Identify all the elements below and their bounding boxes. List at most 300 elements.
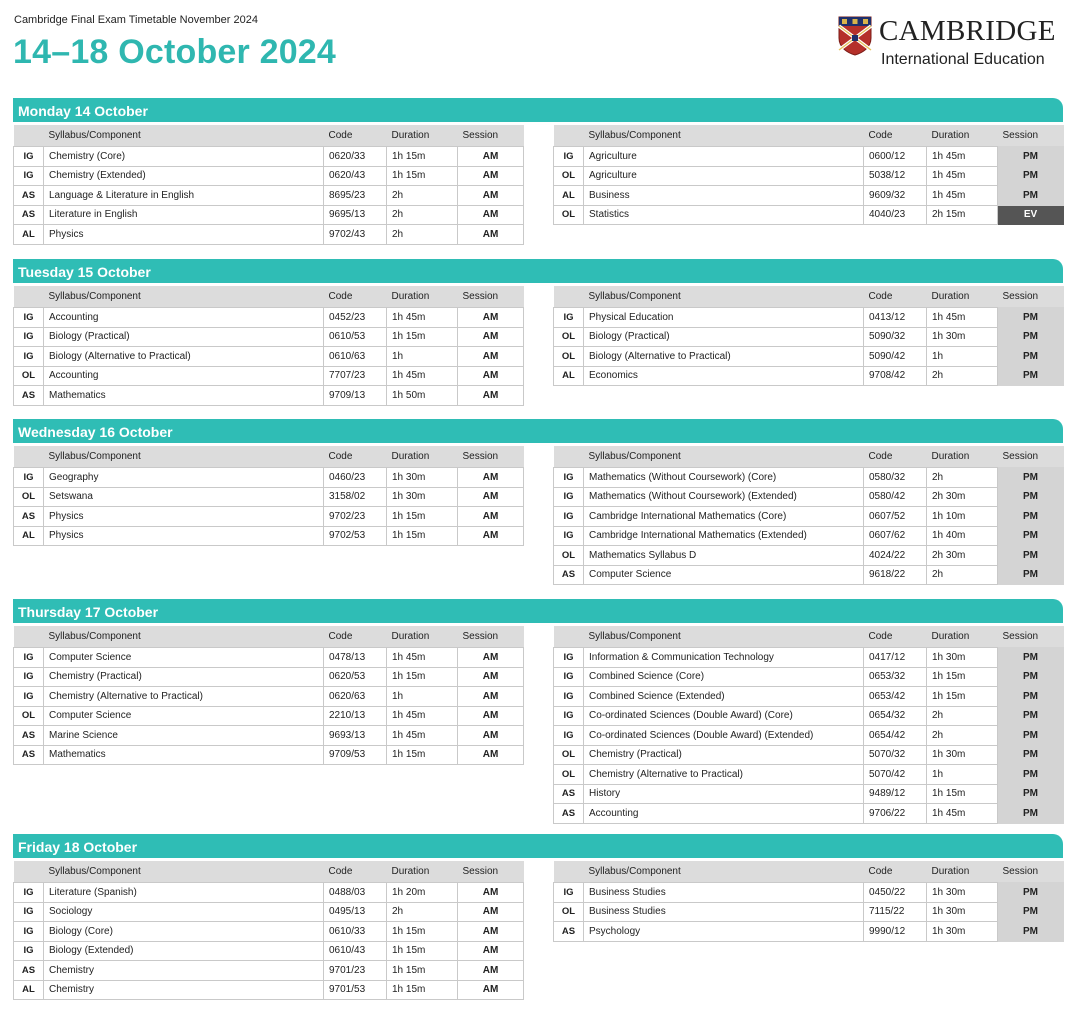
- duration-cell: 1h 15m: [927, 667, 998, 687]
- level-cell: AL: [14, 225, 44, 245]
- session-cell: AM: [458, 347, 524, 367]
- table-header-row: [554, 446, 1064, 468]
- session-cell: PM: [998, 487, 1064, 507]
- header-duration: Duration: [927, 286, 998, 308]
- code-cell: 0413/12: [864, 308, 927, 328]
- syllabus-cell: Physics: [44, 225, 324, 245]
- level-cell: AL: [14, 526, 44, 546]
- code-cell: 9702/53: [324, 526, 387, 546]
- level-cell: AS: [14, 386, 44, 406]
- header-duration: Duration: [387, 446, 458, 468]
- syllabus-cell: Mathematics: [44, 745, 324, 765]
- duration-cell: 1h 45m: [927, 147, 998, 167]
- day-heading: Thursday 17 October: [13, 599, 1063, 623]
- table-header-row: [14, 286, 524, 308]
- session-cell: AM: [458, 961, 524, 981]
- level-cell: IG: [14, 922, 44, 942]
- exam-table-am: [13, 446, 524, 546]
- header-code: Code: [864, 446, 927, 468]
- level-cell: IG: [554, 687, 584, 707]
- session-cell: AM: [458, 726, 524, 746]
- session-cell: AM: [458, 648, 524, 668]
- code-cell: 9693/13: [324, 726, 387, 746]
- header-duration: Duration: [927, 125, 998, 147]
- code-cell: 9709/53: [324, 745, 387, 765]
- session-cell: AM: [458, 941, 524, 961]
- session-cell: AM: [458, 147, 524, 167]
- duration-cell: 1h 30m: [927, 883, 998, 903]
- session-cell: PM: [998, 726, 1064, 746]
- code-cell: 0580/32: [864, 468, 927, 488]
- session-cell: PM: [998, 745, 1064, 765]
- header-syllabus: Syllabus/Component: [44, 286, 324, 308]
- session-cell: AM: [458, 507, 524, 527]
- table-row: [14, 902, 524, 922]
- syllabus-cell: Chemistry: [44, 980, 324, 1000]
- table-row: [554, 205, 1064, 225]
- session-cell: AM: [458, 487, 524, 507]
- session-cell: PM: [998, 902, 1064, 922]
- session-cell: PM: [998, 546, 1064, 566]
- duration-cell: 1h 15m: [927, 784, 998, 804]
- crest-icon: [838, 16, 872, 56]
- table-row: [554, 804, 1064, 824]
- header-syllabus: Syllabus/Component: [44, 861, 324, 883]
- duration-cell: 2h: [927, 366, 998, 386]
- header-code: Code: [864, 125, 927, 147]
- syllabus-cell: Cambridge International Mathematics (Extended): [584, 526, 864, 546]
- header-duration: Duration: [387, 861, 458, 883]
- duration-cell: 1h 15m: [387, 526, 458, 546]
- syllabus-cell: Accounting: [584, 804, 864, 824]
- session-cell: PM: [998, 526, 1064, 546]
- code-cell: 7115/22: [864, 902, 927, 922]
- duration-cell: 1h 30m: [927, 902, 998, 922]
- table-row: [554, 902, 1064, 922]
- level-cell: IG: [14, 147, 44, 167]
- session-cell: AM: [458, 745, 524, 765]
- level-cell: IG: [554, 526, 584, 546]
- code-cell: 0620/63: [324, 687, 387, 707]
- syllabus-cell: Chemistry (Extended): [44, 166, 324, 186]
- code-cell: 0620/33: [324, 147, 387, 167]
- logo-wordmark: CAMBRIDGE: [879, 15, 1056, 47]
- table-header-row: [14, 125, 524, 147]
- syllabus-cell: Agriculture: [584, 147, 864, 167]
- level-cell: OL: [14, 487, 44, 507]
- exam-table-pm: [553, 125, 1064, 225]
- code-cell: 4040/23: [864, 205, 927, 225]
- level-cell: OL: [554, 902, 584, 922]
- table-row: [554, 784, 1064, 804]
- level-cell: OL: [554, 745, 584, 765]
- syllabus-cell: Co-ordinated Sciences (Double Award) (Extended): [584, 726, 864, 746]
- table-row: [14, 386, 524, 406]
- duration-cell: 2h: [927, 706, 998, 726]
- code-cell: 3158/02: [324, 487, 387, 507]
- code-cell: 8695/23: [324, 186, 387, 206]
- table-row: [14, 327, 524, 347]
- level-cell: IG: [554, 487, 584, 507]
- code-cell: 0607/62: [864, 526, 927, 546]
- syllabus-cell: Biology (Core): [44, 922, 324, 942]
- code-cell: 9618/22: [864, 565, 927, 585]
- table-row: [554, 526, 1064, 546]
- duration-cell: 1h 15m: [387, 941, 458, 961]
- code-cell: 0620/53: [324, 667, 387, 687]
- code-cell: 0610/53: [324, 327, 387, 347]
- level-cell: IG: [14, 883, 44, 903]
- code-cell: 0620/43: [324, 166, 387, 186]
- duration-cell: 2h: [387, 205, 458, 225]
- duration-cell: 1h 45m: [387, 366, 458, 386]
- logo-subline: International Education: [881, 51, 1045, 68]
- syllabus-cell: Chemistry (Core): [44, 147, 324, 167]
- session-cell: PM: [998, 706, 1064, 726]
- level-cell: IG: [554, 468, 584, 488]
- session-cell: PM: [998, 765, 1064, 785]
- session-cell: PM: [998, 565, 1064, 585]
- header-level: [554, 125, 584, 147]
- table-row: [14, 347, 524, 367]
- duration-cell: 1h 15m: [387, 980, 458, 1000]
- code-cell: 0488/03: [324, 883, 387, 903]
- session-cell: PM: [998, 468, 1064, 488]
- exam-table-pm: [553, 861, 1064, 942]
- code-cell: 4024/22: [864, 546, 927, 566]
- syllabus-cell: Geography: [44, 468, 324, 488]
- code-cell: 9990/12: [864, 922, 927, 942]
- exam-table-am: [13, 626, 524, 765]
- session-cell: PM: [998, 687, 1064, 707]
- header-syllabus: Syllabus/Component: [584, 125, 864, 147]
- duration-cell: 1h 15m: [387, 327, 458, 347]
- code-cell: 0610/33: [324, 922, 387, 942]
- header-syllabus: Syllabus/Component: [44, 446, 324, 468]
- header-code: Code: [864, 286, 927, 308]
- exam-table-pm: [553, 286, 1064, 386]
- level-cell: IG: [14, 648, 44, 668]
- syllabus-cell: Computer Science: [44, 706, 324, 726]
- duration-cell: 1h 50m: [387, 386, 458, 406]
- syllabus-cell: Economics: [584, 366, 864, 386]
- level-cell: IG: [14, 468, 44, 488]
- syllabus-cell: Combined Science (Core): [584, 667, 864, 687]
- day-heading: Tuesday 15 October: [13, 259, 1063, 283]
- code-cell: 0600/12: [864, 147, 927, 167]
- level-cell: AS: [14, 961, 44, 981]
- table-row: [14, 706, 524, 726]
- duration-cell: 2h: [927, 565, 998, 585]
- level-cell: OL: [554, 546, 584, 566]
- duration-cell: 2h: [387, 902, 458, 922]
- session-cell: PM: [998, 804, 1064, 824]
- session-cell: AM: [458, 667, 524, 687]
- table-row: [554, 745, 1064, 765]
- syllabus-cell: Literature (Spanish): [44, 883, 324, 903]
- session-cell: PM: [998, 883, 1064, 903]
- table-row: [14, 366, 524, 386]
- level-cell: IG: [14, 667, 44, 687]
- level-cell: IG: [554, 147, 584, 167]
- page-title: 14–18 October 2024: [13, 33, 337, 71]
- level-cell: AS: [554, 922, 584, 942]
- table-row: [554, 883, 1064, 903]
- table-header-row: [14, 446, 524, 468]
- table-row: [14, 941, 524, 961]
- code-cell: 0460/23: [324, 468, 387, 488]
- header-level: [554, 861, 584, 883]
- duration-cell: 1h 15m: [927, 687, 998, 707]
- code-cell: 5038/12: [864, 166, 927, 186]
- session-cell: AM: [458, 166, 524, 186]
- code-cell: 0653/42: [864, 687, 927, 707]
- syllabus-cell: Setswana: [44, 487, 324, 507]
- header-syllabus: Syllabus/Component: [584, 286, 864, 308]
- header-level: [14, 286, 44, 308]
- syllabus-cell: Marine Science: [44, 726, 324, 746]
- day-section: [13, 834, 1063, 996]
- header-syllabus: Syllabus/Component: [44, 626, 324, 648]
- header-duration: Duration: [387, 125, 458, 147]
- session-cell: AM: [458, 327, 524, 347]
- syllabus-cell: Mathematics: [44, 386, 324, 406]
- session-cell: PM: [998, 784, 1064, 804]
- table-row: [14, 526, 524, 546]
- level-cell: AS: [554, 804, 584, 824]
- session-cell: AM: [458, 526, 524, 546]
- code-cell: 9701/53: [324, 980, 387, 1000]
- exam-table-pm: [553, 446, 1064, 585]
- code-cell: 9708/42: [864, 366, 927, 386]
- syllabus-cell: Mathematics (Without Coursework) (Core): [584, 468, 864, 488]
- code-cell: 5070/32: [864, 745, 927, 765]
- table-row: [14, 487, 524, 507]
- syllabus-cell: Chemistry: [44, 961, 324, 981]
- duration-cell: 1h 45m: [927, 308, 998, 328]
- level-cell: AS: [14, 186, 44, 206]
- table-row: [14, 922, 524, 942]
- syllabus-cell: Computer Science: [44, 648, 324, 668]
- syllabus-cell: Statistics: [584, 205, 864, 225]
- header-duration: Duration: [927, 626, 998, 648]
- session-cell: AM: [458, 225, 524, 245]
- duration-cell: 1h: [387, 347, 458, 367]
- header-session: Session: [458, 446, 524, 468]
- duration-cell: 1h 45m: [927, 166, 998, 186]
- session-cell: AM: [458, 186, 524, 206]
- duration-cell: 1h: [387, 687, 458, 707]
- day-section: [13, 419, 1063, 581]
- session-cell: PM: [998, 147, 1064, 167]
- level-cell: IG: [554, 706, 584, 726]
- duration-cell: 2h 30m: [927, 487, 998, 507]
- header-code: Code: [324, 125, 387, 147]
- duration-cell: 2h: [927, 468, 998, 488]
- day-heading: Friday 18 October: [13, 834, 1063, 858]
- syllabus-cell: Chemistry (Practical): [584, 745, 864, 765]
- code-cell: 5090/32: [864, 327, 927, 347]
- duration-cell: 1h 15m: [387, 745, 458, 765]
- day-section: [13, 599, 1063, 819]
- level-cell: OL: [14, 706, 44, 726]
- table-row: [554, 667, 1064, 687]
- syllabus-cell: Business: [584, 186, 864, 206]
- code-cell: 9489/12: [864, 784, 927, 804]
- level-cell: IG: [554, 883, 584, 903]
- code-cell: 2210/13: [324, 706, 387, 726]
- table-row: [554, 922, 1064, 942]
- duration-cell: 2h 15m: [927, 205, 998, 225]
- duration-cell: 1h 45m: [387, 648, 458, 668]
- header-session: Session: [458, 626, 524, 648]
- header-syllabus: Syllabus/Component: [584, 861, 864, 883]
- table-row: [554, 726, 1064, 746]
- level-cell: IG: [554, 648, 584, 668]
- level-cell: IG: [14, 347, 44, 367]
- exam-table-am: [13, 125, 524, 245]
- table-row: [14, 205, 524, 225]
- syllabus-cell: Sociology: [44, 902, 324, 922]
- syllabus-cell: Biology (Alternative to Practical): [584, 347, 864, 367]
- header-session: Session: [458, 861, 524, 883]
- syllabus-cell: History: [584, 784, 864, 804]
- duration-cell: 2h: [927, 726, 998, 746]
- table-row: [554, 308, 1064, 328]
- table-row: [554, 147, 1064, 167]
- level-cell: AS: [554, 565, 584, 585]
- level-cell: AS: [14, 507, 44, 527]
- session-cell: PM: [998, 186, 1064, 206]
- session-cell: AM: [458, 922, 524, 942]
- syllabus-cell: Combined Science (Extended): [584, 687, 864, 707]
- table-row: [554, 468, 1064, 488]
- day-heading: Wednesday 16 October: [13, 419, 1063, 443]
- session-cell: AM: [458, 308, 524, 328]
- code-cell: 9706/22: [864, 804, 927, 824]
- table-row: [554, 347, 1064, 367]
- level-cell: IG: [554, 507, 584, 527]
- syllabus-cell: Biology (Practical): [584, 327, 864, 347]
- duration-cell: 1h 45m: [927, 804, 998, 824]
- syllabus-cell: Agriculture: [584, 166, 864, 186]
- code-cell: 0610/43: [324, 941, 387, 961]
- table-row: [554, 648, 1064, 668]
- table-row: [14, 726, 524, 746]
- syllabus-cell: Cambridge International Mathematics (Core): [584, 507, 864, 527]
- level-cell: AS: [554, 784, 584, 804]
- level-cell: IG: [554, 308, 584, 328]
- table-row: [14, 648, 524, 668]
- session-cell: PM: [998, 366, 1064, 386]
- header-session: Session: [458, 286, 524, 308]
- syllabus-cell: Information & Communication Technology: [584, 648, 864, 668]
- table-row: [554, 487, 1064, 507]
- syllabus-cell: Co-ordinated Sciences (Double Award) (Core): [584, 706, 864, 726]
- cambridge-logo: [838, 14, 1068, 74]
- session-cell: PM: [998, 347, 1064, 367]
- table-row: [14, 980, 524, 1000]
- header-session: Session: [458, 125, 524, 147]
- header-code: Code: [324, 286, 387, 308]
- syllabus-cell: Accounting: [44, 308, 324, 328]
- exam-table-am: [13, 286, 524, 406]
- header-code: Code: [864, 861, 927, 883]
- syllabus-cell: Language & Literature in English: [44, 186, 324, 206]
- level-cell: AS: [14, 726, 44, 746]
- table-header-row: [14, 626, 524, 648]
- day-heading: Monday 14 October: [13, 98, 1063, 122]
- duration-cell: 1h 15m: [387, 507, 458, 527]
- code-cell: 0653/32: [864, 667, 927, 687]
- code-cell: 0478/13: [324, 648, 387, 668]
- syllabus-cell: Psychology: [584, 922, 864, 942]
- table-row: [554, 546, 1064, 566]
- table-row: [14, 147, 524, 167]
- level-cell: IG: [14, 327, 44, 347]
- syllabus-cell: Accounting: [44, 366, 324, 386]
- header-code: Code: [324, 626, 387, 648]
- syllabus-cell: Chemistry (Alternative to Practical): [584, 765, 864, 785]
- table-header-row: [554, 125, 1064, 147]
- header-code: Code: [324, 446, 387, 468]
- duration-cell: 1h 45m: [387, 706, 458, 726]
- header-duration: Duration: [927, 861, 998, 883]
- code-cell: 0450/22: [864, 883, 927, 903]
- header-syllabus: Syllabus/Component: [584, 626, 864, 648]
- header-level: [14, 626, 44, 648]
- table-row: [554, 327, 1064, 347]
- syllabus-cell: Business Studies: [584, 883, 864, 903]
- header-level: [554, 286, 584, 308]
- table-row: [14, 308, 524, 328]
- code-cell: 5070/42: [864, 765, 927, 785]
- syllabus-cell: Mathematics Syllabus D: [584, 546, 864, 566]
- header-syllabus: Syllabus/Component: [44, 125, 324, 147]
- duration-cell: 2h: [387, 225, 458, 245]
- header-code: Code: [864, 626, 927, 648]
- level-cell: IG: [554, 726, 584, 746]
- document-subtitle: Cambridge Final Exam Timetable November 2024: [14, 14, 258, 26]
- duration-cell: 1h 40m: [927, 526, 998, 546]
- duration-cell: 1h 15m: [387, 667, 458, 687]
- level-cell: IG: [14, 166, 44, 186]
- session-cell: PM: [998, 922, 1064, 942]
- code-cell: 0654/32: [864, 706, 927, 726]
- level-cell: AS: [14, 205, 44, 225]
- table-row: [554, 366, 1064, 386]
- session-cell: PM: [998, 327, 1064, 347]
- level-cell: OL: [554, 347, 584, 367]
- syllabus-cell: Physics: [44, 507, 324, 527]
- session-cell: AM: [458, 386, 524, 406]
- duration-cell: 1h 30m: [927, 648, 998, 668]
- session-cell: AM: [458, 902, 524, 922]
- header-session: Session: [998, 861, 1064, 883]
- header-level: [14, 125, 44, 147]
- table-row: [14, 186, 524, 206]
- code-cell: 9709/13: [324, 386, 387, 406]
- level-cell: OL: [554, 327, 584, 347]
- code-cell: 7707/23: [324, 366, 387, 386]
- session-cell: PM: [998, 507, 1064, 527]
- header-code: Code: [324, 861, 387, 883]
- session-cell: PM: [998, 166, 1064, 186]
- table-row: [14, 883, 524, 903]
- table-row: [554, 507, 1064, 527]
- level-cell: AS: [14, 745, 44, 765]
- duration-cell: 1h 45m: [387, 726, 458, 746]
